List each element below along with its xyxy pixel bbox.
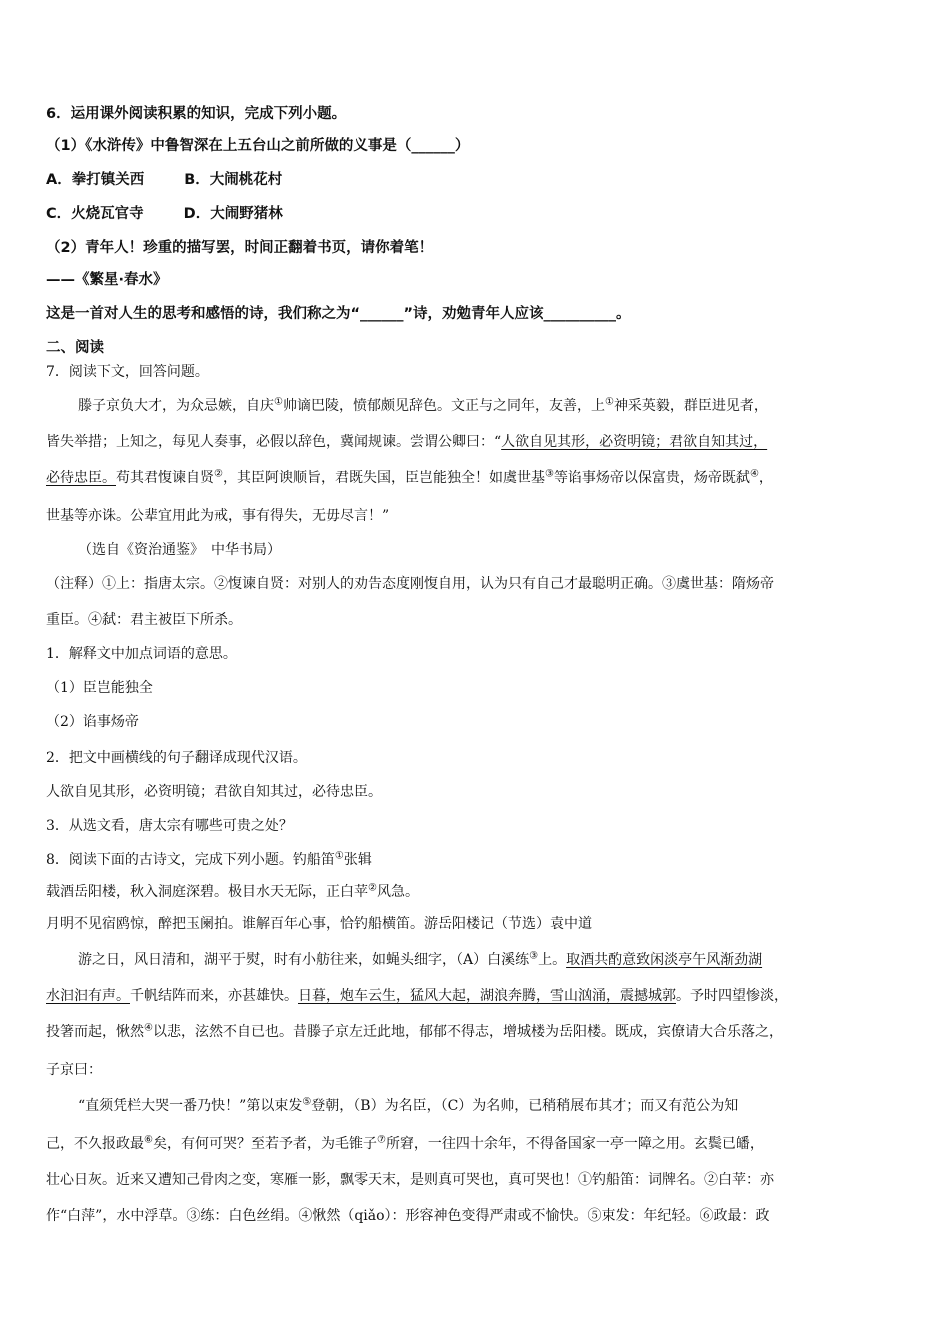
section-title: 二、阅读 (46, 340, 104, 356)
q7-sub1b: （2）谄事炀帝 (46, 714, 139, 730)
q7-title: 7．阅读下文，回答问题。 (46, 364, 209, 380)
q7-passage-line1: 滕子京负大才，为众忌嫉，自庆①帅谪巴陵，愤郁颇见辞色。文正与之同年，友善，上①神采英毅，群臣进见者， (78, 396, 768, 414)
q8-title: 8．阅读下面的古诗文，完成下列小题。钓船笛①张辑 (46, 850, 372, 868)
q8-poem-line2: 月明不见宿鸥惊，醉把玉阑拍。谁解百年心事，恰钓船横笛。游岳阳楼记（节选）袁中道 (46, 916, 592, 932)
q6-source: ——《繁星·春水》 (46, 272, 168, 288)
q7-source: （选自《资治通鉴》 中华书局） (78, 542, 281, 558)
q7-passage-line4: 世基等亦诛。公辈宜用此为戒，事有得失，无毋尽言！” (46, 508, 390, 524)
underlined-sentence: 人欲自见其形，必资明镜；君欲自知其过， (501, 434, 768, 450)
q8-passage-line2: 水汩汩有声。千帆结阵而来，亦甚雄快。日暮，炮车云生，猛风大起，湖浪奔腾，雪山汹涌，震撼城郭。予时四望惨淡， (46, 988, 788, 1004)
q6-blank-line: 这是一首对人生的思考和感悟的诗，我们称之为“______”诗，劝勉青年人应该__________。 (46, 306, 631, 322)
q8-passage-line6: 己，不久报政最⑥矣，有何可哭？至若予者，为毛锥子⑦所窘，一往四十余年，不得备国家一亭一障之用。玄鬓已皤， (46, 1134, 764, 1152)
q6-options-row2 (46, 204, 283, 224)
option-d: D．大闹野猪林 (183, 206, 283, 222)
option-c: C．火烧瓦官寺 (46, 206, 144, 222)
q8-passage-line1: 游之日，风日清和，湖平于熨，时有小舫往来，如蝇头细字，（A）白溪练③上。取酒共酌意致闲淡亭午风渐劲湖 (78, 950, 763, 968)
q6-title: 6．运用课外阅读积累的知识，完成下列小题。 (46, 106, 347, 122)
q7-passage-line2: 皆失举措；上知之，每见人奏事，必假以辞色，冀闻规谏。尝谓公卿曰：“人欲自见其形，必资明镜；君欲自知其过， (46, 434, 768, 450)
q7-sub1: 1．解释文中加点词语的意思。 (46, 646, 237, 662)
q7-note1: （注释）①上：指唐太宗。②愎谏自贤：对别人的劝告态度刚愎自用，认为只有自己才最聪明正确。③虞世基：隋炀帝 (46, 576, 774, 592)
q8-passage-line7: 壮心日灰。近来又遭知己骨肉之变，寒雁一影，飘零天末，是则真可哭也，真可哭也！①钓船笛：词牌名。②白苹：亦 (46, 1172, 774, 1188)
q7-sub2: 2．把文中画横线的句子翻译成现代汉语。 (46, 750, 307, 766)
q6-options-row1 (46, 170, 282, 190)
underlined-sentence: 取酒共酌意致闲淡亭午风渐劲湖 (566, 952, 763, 968)
q8-passage-line8: 作“白萍”，水中浮草。③练：白色丝绢。④愀然（qiǎo）：形容神色变得严肃或不愉快。⑤束发：年纪轻。⑥政最：政 (46, 1208, 770, 1224)
option-b: B．大闹桃花村 (184, 172, 283, 188)
q6-sub1: （1）《水浒传》中鲁智深在上五台山之前所做的义事是（______） (46, 138, 470, 154)
underlined-sentence-2: 日暮，炮车云生，猛风大起，湖浪奔腾，雪山汹涌，震撼城郭 (298, 988, 676, 1004)
q6-sub2: （2）青年人！珍重的描写罢，时间正翻着书页，请你着笔！ (46, 240, 434, 256)
q8-poem-line1: 载酒岳阳楼，秋入洞庭深碧。极目水天无际，正白苹②风急。 (46, 882, 419, 900)
q7-note2: 重臣。④弑：君主被臣下所杀。 (46, 612, 242, 628)
q7-passage-line3: 必待忠臣。苟其君愎谏自贤②，其臣阿谀顺旨，君既失国，臣岂能独全！如虞世基③等谄事炀帝以保富贵，炀帝既弑④， (46, 468, 773, 486)
q8-passage-line4: 子京曰： (46, 1062, 102, 1078)
option-a: A．拳打镇关西 (46, 172, 145, 188)
q7-sub1a: （1）臣岂能独全 (46, 680, 153, 696)
q8-passage-line5: “直须凭栏大哭一番乃快！”第以束发⑤登朝，（B）为名臣，（C）为名帅，已稍稍展布其才；而又有范公为知 (78, 1096, 739, 1114)
q7-sub2a: 人欲自见其形，必资明镜；君欲自知其过，必待忠臣。 (46, 784, 382, 800)
q8-passage-line3: 投箸而起，愀然④以悲，泫然不自已也。昔滕子京左迁此地，郁郁不得志，增城楼为岳阳楼。既成，宾僚请大合乐落之， (46, 1022, 783, 1040)
q7-sub3: 3．从选文看，唐太宗有哪些可贵之处？ (46, 818, 293, 834)
underlined-sentence-end: 必待忠臣。 (46, 470, 116, 486)
